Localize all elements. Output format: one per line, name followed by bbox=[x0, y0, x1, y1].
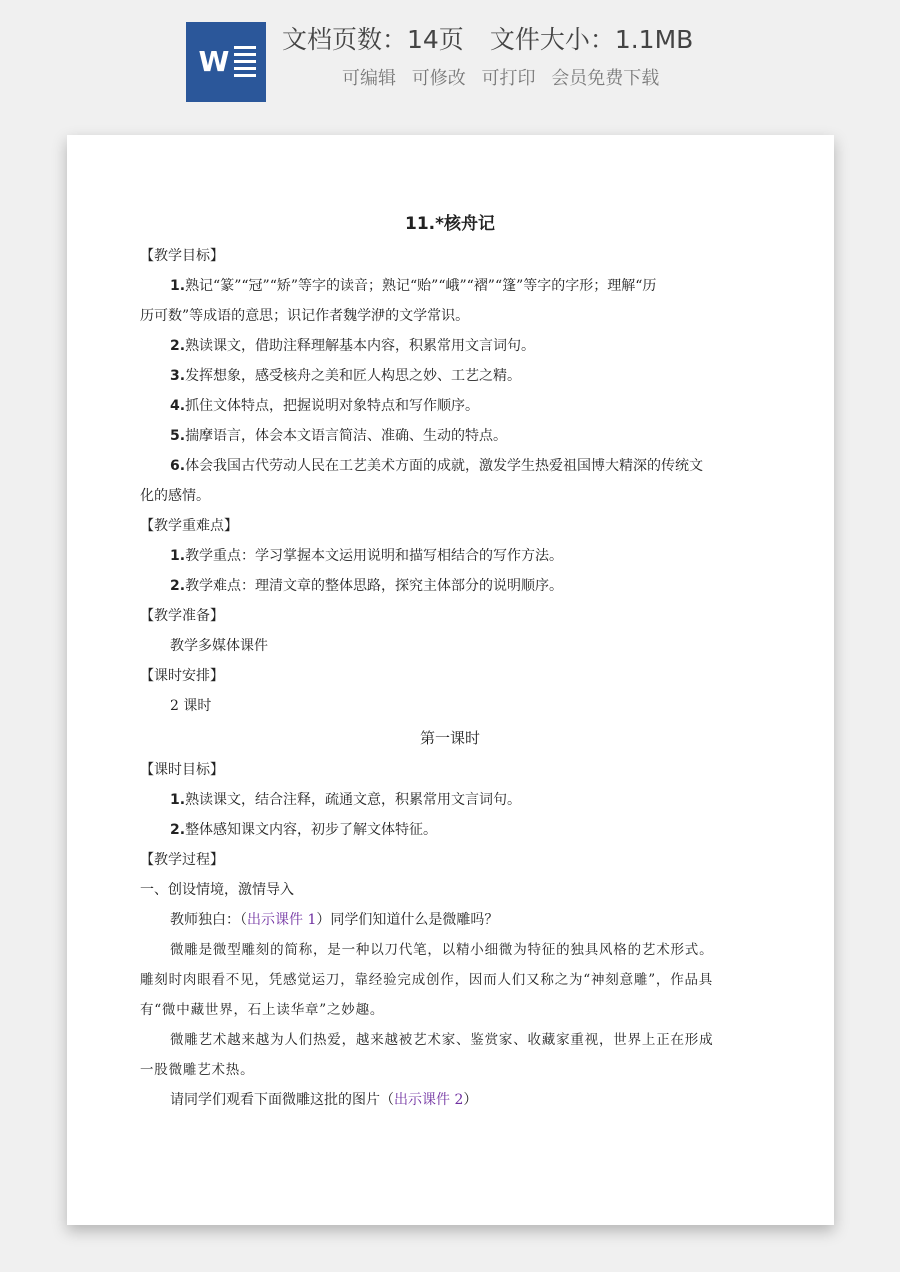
teacher-intro: 教师独白：（出示课件 1）同学们知道什么是微雕吗？ bbox=[170, 912, 499, 928]
section-heading: 【教学准备】 bbox=[140, 608, 224, 624]
lesson-goal-line: 2.整体感知课文内容，初步了解文体特征。 bbox=[170, 822, 438, 838]
paragraph-line: 一股微雕艺术热。 bbox=[140, 1062, 255, 1078]
paragraph-line: 雕刻时肉眼看不见，凭感觉运刀，靠经验完成创作，因而人们又称之为“神刻意雕”，作品具 bbox=[140, 972, 714, 988]
feature-printable: 可打印 bbox=[481, 68, 536, 89]
step-heading: 一、创设情境，激情导入 bbox=[140, 882, 294, 898]
goal-line: 5.揣摩语言，体会本文语言简洁、准确、生动的特点。 bbox=[170, 428, 508, 444]
goal-line: 6.体会我国古代劳动人民在工艺美术方面的成就，激发学生热爱祖国博大精深的传统文 bbox=[170, 458, 704, 474]
section-heading: 【课时安排】 bbox=[140, 668, 224, 684]
prep-text: 教学多媒体课件 bbox=[170, 638, 268, 654]
download-header bbox=[0, 0, 900, 130]
doc-title: 11.*核舟记 bbox=[404, 214, 495, 234]
word-document-icon bbox=[186, 22, 266, 102]
feature-member-download: 会员免费下载 bbox=[551, 68, 660, 89]
feature-editable: 可编辑 bbox=[342, 68, 396, 89]
section-heading: 【教学过程】 bbox=[140, 852, 224, 868]
document-content bbox=[140, 207, 760, 1115]
section-heading: 【课时目标】 bbox=[140, 762, 224, 778]
feature-list bbox=[342, 64, 669, 94]
document-page bbox=[67, 135, 834, 1225]
lesson-goal-line: 1.熟读课文，结合注释，疏通文意，积累常用文言词句。 bbox=[170, 792, 522, 808]
key-point-line: 1.教学重点：学习掌握本文运用说明和描写相结合的写作方法。 bbox=[170, 548, 564, 564]
paragraph-line: 微雕是微型雕刻的简称，是一种以刀代笔，以精小细微为特征的独具风格的艺术形式。 bbox=[170, 942, 714, 958]
courseware-ref: 出示课件 1 bbox=[247, 912, 317, 928]
key-point-line: 2.教学难点：理清文章的整体思路，探究主体部分的说明顺序。 bbox=[170, 578, 564, 594]
page-count: 文档页数：14页 bbox=[282, 25, 464, 54]
feature-modifiable: 可修改 bbox=[411, 68, 466, 89]
section-heading: 【教学重难点】 bbox=[140, 518, 238, 534]
file-size: 文件大小：1.1MB bbox=[489, 25, 694, 54]
goal-line: 4.抓住文体特点，把握说明对象特点和写作顺序。 bbox=[170, 398, 480, 414]
goal-line: 2.熟读课文，借助注释理解基本内容，积累常用文言词句。 bbox=[170, 338, 536, 354]
goal-line: 3.发挥想象，感受核舟之美和匠人构思之妙、工艺之精。 bbox=[170, 368, 522, 384]
word-icon-letter: W bbox=[198, 45, 230, 78]
goal-line: 1.熟记“篆”“冠”“矫”等字的读音；熟记“贻”“峨”“褶”“篷”等字的字形；理解“历 bbox=[170, 278, 657, 294]
lesson-heading: 第一课时 bbox=[419, 729, 480, 747]
word-icon-lines bbox=[234, 46, 256, 81]
courseware-ref: 出示课件 2 bbox=[394, 1092, 464, 1108]
paragraph-line: 微雕艺术越来越为人们热爱，越来越被艺术家、鉴赏家、收藏家重视，世界上正在形成 bbox=[170, 1032, 714, 1048]
goal-line-cont: 历可数”等成语的意思；识记作者魏学洢的文学常识。 bbox=[140, 308, 470, 324]
goal-line-cont: 化的感情。 bbox=[140, 488, 210, 504]
section-heading: 【教学目标】 bbox=[140, 248, 224, 264]
hours-text: 2 课时 bbox=[170, 698, 212, 714]
image-prompt-line: 请同学们观看下面微雕这批的图片（出示课件 2） bbox=[170, 1092, 478, 1108]
file-meta bbox=[282, 22, 719, 58]
paragraph-line: 有“微中藏世界，石上读华章”之妙趣。 bbox=[140, 1002, 385, 1018]
